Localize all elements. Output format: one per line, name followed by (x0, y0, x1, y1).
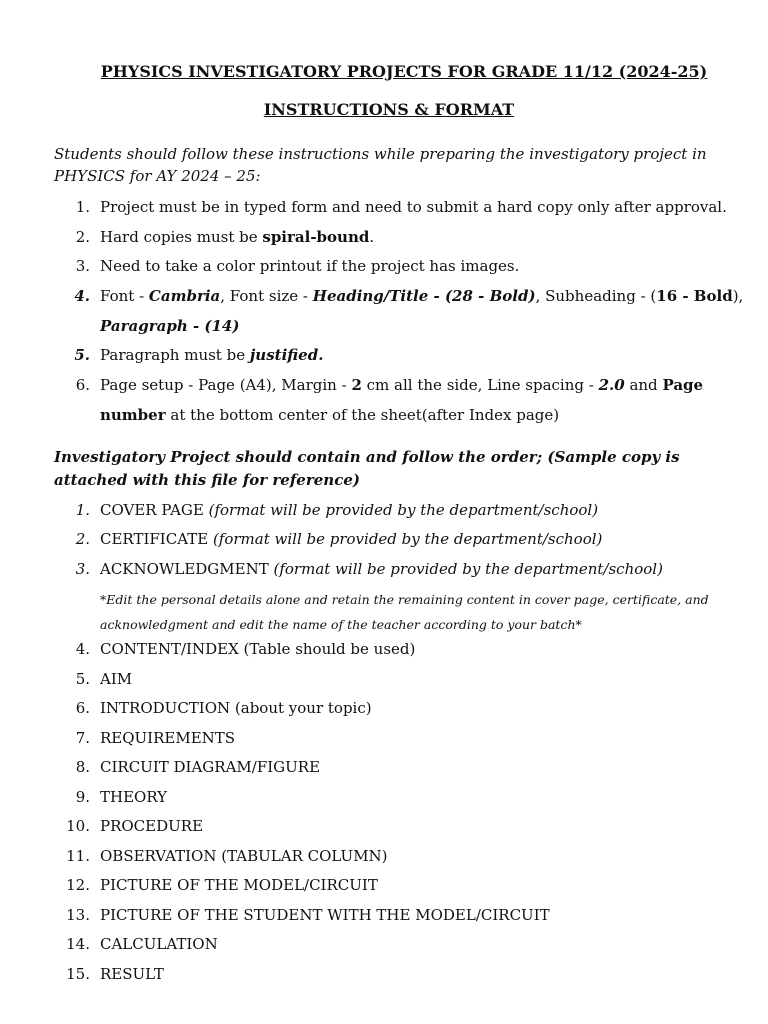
item-text: THEORY (100, 788, 168, 806)
item-text: ACKNOWLEDGMENT (format will be provided by the department/school) (100, 560, 663, 578)
item-text: COVER PAGE (format will be provided by the department/school) (100, 501, 599, 519)
item-number: 14. (66, 935, 90, 953)
item-text: Page setup - Page (A4), Margin - 2 cm all the side, Line spacing - 2.0 and Page (100, 376, 704, 394)
item-number: 13. (66, 906, 90, 924)
item-text: RESULT (100, 965, 164, 983)
item-number: 4. (74, 287, 90, 305)
item-text: Paragraph must be justified. (100, 346, 324, 364)
item-text: Need to take a color printout if the project has images. (100, 257, 520, 275)
item-number: 9. (75, 788, 90, 806)
item-number: 1. (75, 198, 90, 216)
item-number: 4. (75, 640, 90, 658)
item-text: number at the bottom center of the sheet(after Index page) (100, 406, 560, 424)
item-text: CERTIFICATE (format will be provided by the department/school) (100, 530, 603, 548)
page-title: PHYSICS INVESTIGATORY PROJECTS FOR GRADE 11/12 (2024-25) (100, 62, 708, 81)
item-number: 12. (66, 876, 90, 894)
item-text: Paragraph - (14) (100, 317, 240, 335)
item-number: 6. (75, 376, 90, 394)
item-text: OBSERVATION (TABULAR COLUMN) (100, 847, 388, 865)
item-number: 8. (75, 758, 90, 776)
item-text: PICTURE OF THE STUDENT WITH THE MODEL/CIRCUIT (100, 906, 550, 924)
item-text: PROCEDURE (100, 817, 204, 835)
item-text: Project must be in typed form and need to submit a hard copy only after approval. (100, 198, 727, 216)
item-number: 6. (75, 699, 90, 717)
item-text: CIRCUIT DIAGRAM/FIGURE (100, 758, 321, 776)
item-number: 7. (75, 729, 90, 747)
item-number: 10. (66, 817, 90, 835)
edit-note: *Edit the personal details alone and retain the remaining content in cover page, certificate, and acknowledgment and edit the name of the teacher according to your batch* (100, 592, 709, 632)
item-text: CALCULATION (100, 935, 218, 953)
item-number: 2. (75, 530, 90, 548)
item-text: REQUIREMENTS (100, 729, 236, 747)
intro-paragraph: Students should follow these instructions while preparing the investigatory project in PHYSICS for AY 2024 – 25: (54, 145, 707, 185)
item-number: 5. (74, 346, 90, 364)
item-number: 1. (75, 501, 90, 519)
item-number: 3. (75, 257, 90, 275)
item-text: AIM (100, 670, 133, 688)
item-number: 3. (75, 560, 90, 578)
item-number: 5. (75, 670, 90, 688)
item-text: Font - Cambria, Font size - Heading/Title - (28 - Bold), Subheading - (16 - Bold), (100, 287, 744, 305)
item-number: 2. (75, 228, 90, 246)
page-subtitle: INSTRUCTIONS & FORMAT (263, 100, 515, 119)
item-text: Hard copies must be spiral-bound. (100, 228, 375, 246)
item-text: CONTENT/INDEX (Table should be used) (100, 640, 416, 658)
order-heading: Investigatory Project should contain and follow the order; (Sample copy is attached with this file for reference) (54, 448, 680, 489)
item-number: 15. (66, 965, 90, 983)
item-text: INTRODUCTION (about your topic) (100, 699, 372, 717)
item-number: 11. (66, 847, 90, 865)
item-text: PICTURE OF THE MODEL/CIRCUIT (100, 876, 378, 894)
